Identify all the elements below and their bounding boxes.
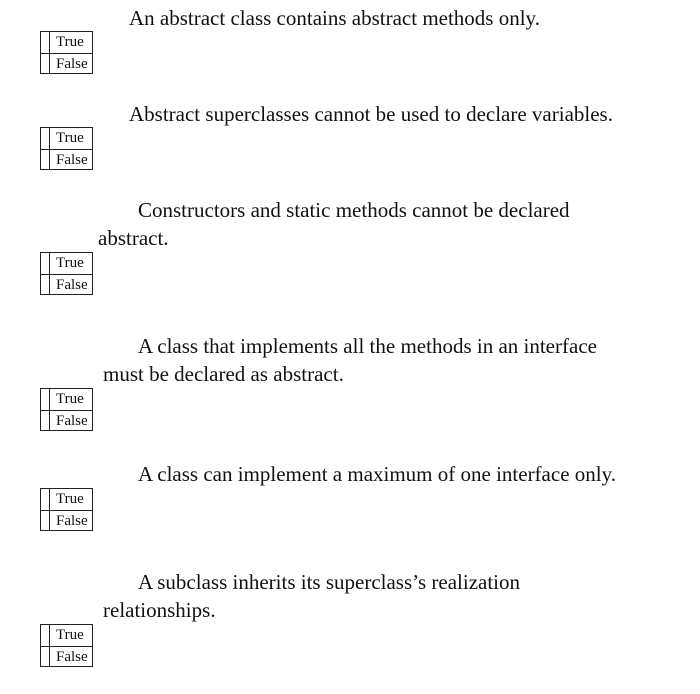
question-line: A class can implement a maximum of one interface only. xyxy=(138,462,616,486)
checkbox[interactable] xyxy=(41,150,50,169)
question-line: abstract. xyxy=(98,226,169,250)
checkbox[interactable] xyxy=(41,253,50,274)
option-true[interactable] xyxy=(41,489,92,510)
option-label: True xyxy=(56,491,84,507)
option-label: True xyxy=(56,627,84,643)
option-label: True xyxy=(56,391,84,407)
option-true[interactable] xyxy=(41,32,92,53)
answer-options xyxy=(40,388,93,431)
option-label: False xyxy=(56,413,88,429)
option-label: True xyxy=(56,130,84,146)
question-text xyxy=(103,332,597,388)
option-false[interactable] xyxy=(41,149,92,169)
option-true[interactable] xyxy=(41,625,92,646)
option-false[interactable] xyxy=(41,53,92,73)
checkbox[interactable] xyxy=(41,32,50,53)
option-label: False xyxy=(56,152,88,168)
answer-options xyxy=(40,488,93,531)
checkbox[interactable] xyxy=(41,511,50,530)
question-text xyxy=(129,100,613,128)
option-label: False xyxy=(56,649,88,665)
question-line: Constructors and static methods cannot be declared xyxy=(138,198,570,222)
question-text xyxy=(98,196,570,252)
option-false[interactable] xyxy=(41,274,92,294)
answer-options xyxy=(40,252,93,295)
option-label: False xyxy=(56,56,88,72)
checkbox[interactable] xyxy=(41,489,50,510)
option-true[interactable] xyxy=(41,253,92,274)
question-line: Abstract superclasses cannot be used to declare variables. xyxy=(129,102,613,126)
option-true[interactable] xyxy=(41,128,92,149)
option-label: True xyxy=(56,34,84,50)
question-line: relationships. xyxy=(103,598,216,622)
question-text xyxy=(138,460,616,488)
answer-options xyxy=(40,31,93,74)
checkbox[interactable] xyxy=(41,625,50,646)
checkbox[interactable] xyxy=(41,389,50,410)
answer-options xyxy=(40,624,93,667)
question-line: must be declared as abstract. xyxy=(103,362,344,386)
question-text xyxy=(103,568,520,624)
checkbox[interactable] xyxy=(41,275,50,294)
question-text xyxy=(129,4,540,32)
question-line: A class that implements all the methods in an interface xyxy=(138,334,597,358)
option-label: False xyxy=(56,513,88,529)
question-line: An abstract class contains abstract methods only. xyxy=(129,6,540,30)
option-false[interactable] xyxy=(41,646,92,666)
answer-options xyxy=(40,127,93,170)
option-label: False xyxy=(56,277,88,293)
checkbox[interactable] xyxy=(41,128,50,149)
option-false[interactable] xyxy=(41,510,92,530)
option-false[interactable] xyxy=(41,410,92,430)
checkbox[interactable] xyxy=(41,411,50,430)
checkbox[interactable] xyxy=(41,647,50,666)
question-line: A subclass inherits its superclass’s realization xyxy=(138,570,521,594)
option-true[interactable] xyxy=(41,389,92,410)
option-label: True xyxy=(56,255,84,271)
checkbox[interactable] xyxy=(41,54,50,73)
